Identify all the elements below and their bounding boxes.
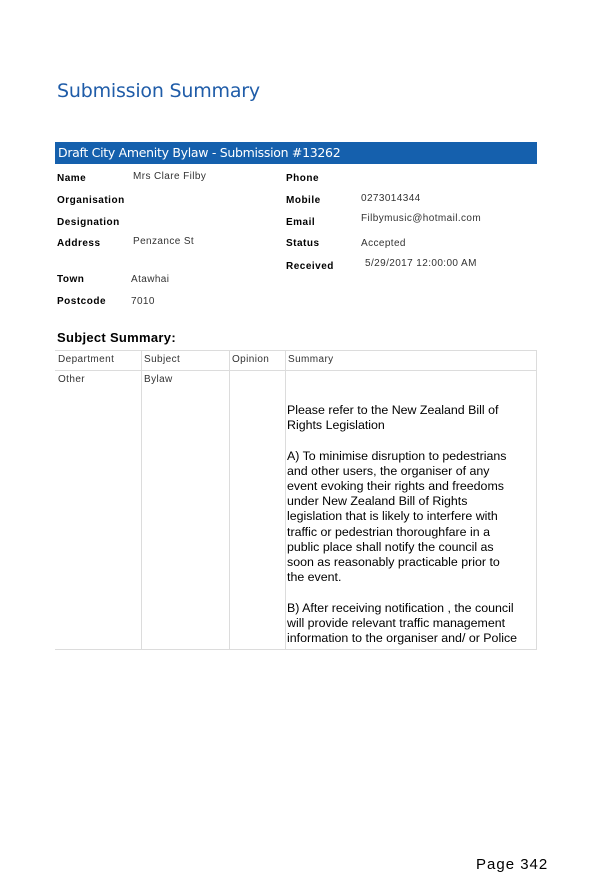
table-header-divider (55, 370, 537, 371)
postcode-label: Postcode (57, 296, 107, 307)
mobile-value: 0273014344 (361, 193, 421, 204)
designation-label: Designation (57, 217, 120, 228)
column-header-department: Department (58, 354, 115, 365)
column-header-subject: Subject (144, 354, 181, 365)
column-header-opinion: Opinion (232, 354, 270, 365)
phone-label: Phone (286, 173, 320, 184)
page-number: Page 342 (476, 856, 549, 873)
postcode-value: 7010 (131, 296, 155, 307)
table-column-divider (141, 350, 142, 650)
table-right-border (536, 350, 537, 650)
email-label: Email (286, 217, 316, 228)
subject-summary-table (55, 350, 537, 650)
page-title: Submission Summary (57, 80, 260, 102)
received-value: 5/29/2017 12:00:00 AM (365, 258, 477, 269)
town-label: Town (57, 274, 85, 285)
received-label: Received (286, 261, 334, 272)
table-column-divider (285, 350, 286, 650)
address-label: Address (57, 238, 101, 249)
submission-banner (55, 142, 537, 164)
email-value: Filbymusic@hotmail.com (361, 213, 482, 224)
status-label: Status (286, 238, 320, 249)
status-value: Accepted (361, 238, 406, 249)
cell-department: Other (58, 374, 86, 385)
subject-summary-heading: Subject Summary: (57, 330, 176, 345)
name-value: Mrs Clare Filby (133, 171, 207, 182)
table-column-divider (229, 350, 230, 650)
cell-summary: Please refer to the New Zealand Bill of Rights Legislation A) To minimise disruption to pedestrians and other users, the organiser of any event evoking their rights and freedoms under New Zealand Bill of Rights legislation that is likely to interfere with traffic or pedestrian thoroughfare in a public place shall notify the council as soon as reasonably practicable prior to the event. B) After receiving notification , the council will provide relevant traffic management information to the organiser and/ or Police (287, 403, 518, 646)
column-header-summary: Summary (288, 354, 334, 365)
organisation-label: Organisation (57, 195, 125, 206)
town-value: Atawhai (131, 274, 170, 285)
table-top-border (55, 350, 537, 351)
name-label: Name (57, 173, 87, 184)
table-bottom-border (55, 649, 537, 650)
cell-subject: Bylaw (144, 374, 173, 385)
submission-banner-text: Draft City Amenity Bylaw - Submission #13262 (58, 145, 341, 160)
address-value: Penzance St (133, 236, 195, 247)
mobile-label: Mobile (286, 195, 321, 206)
